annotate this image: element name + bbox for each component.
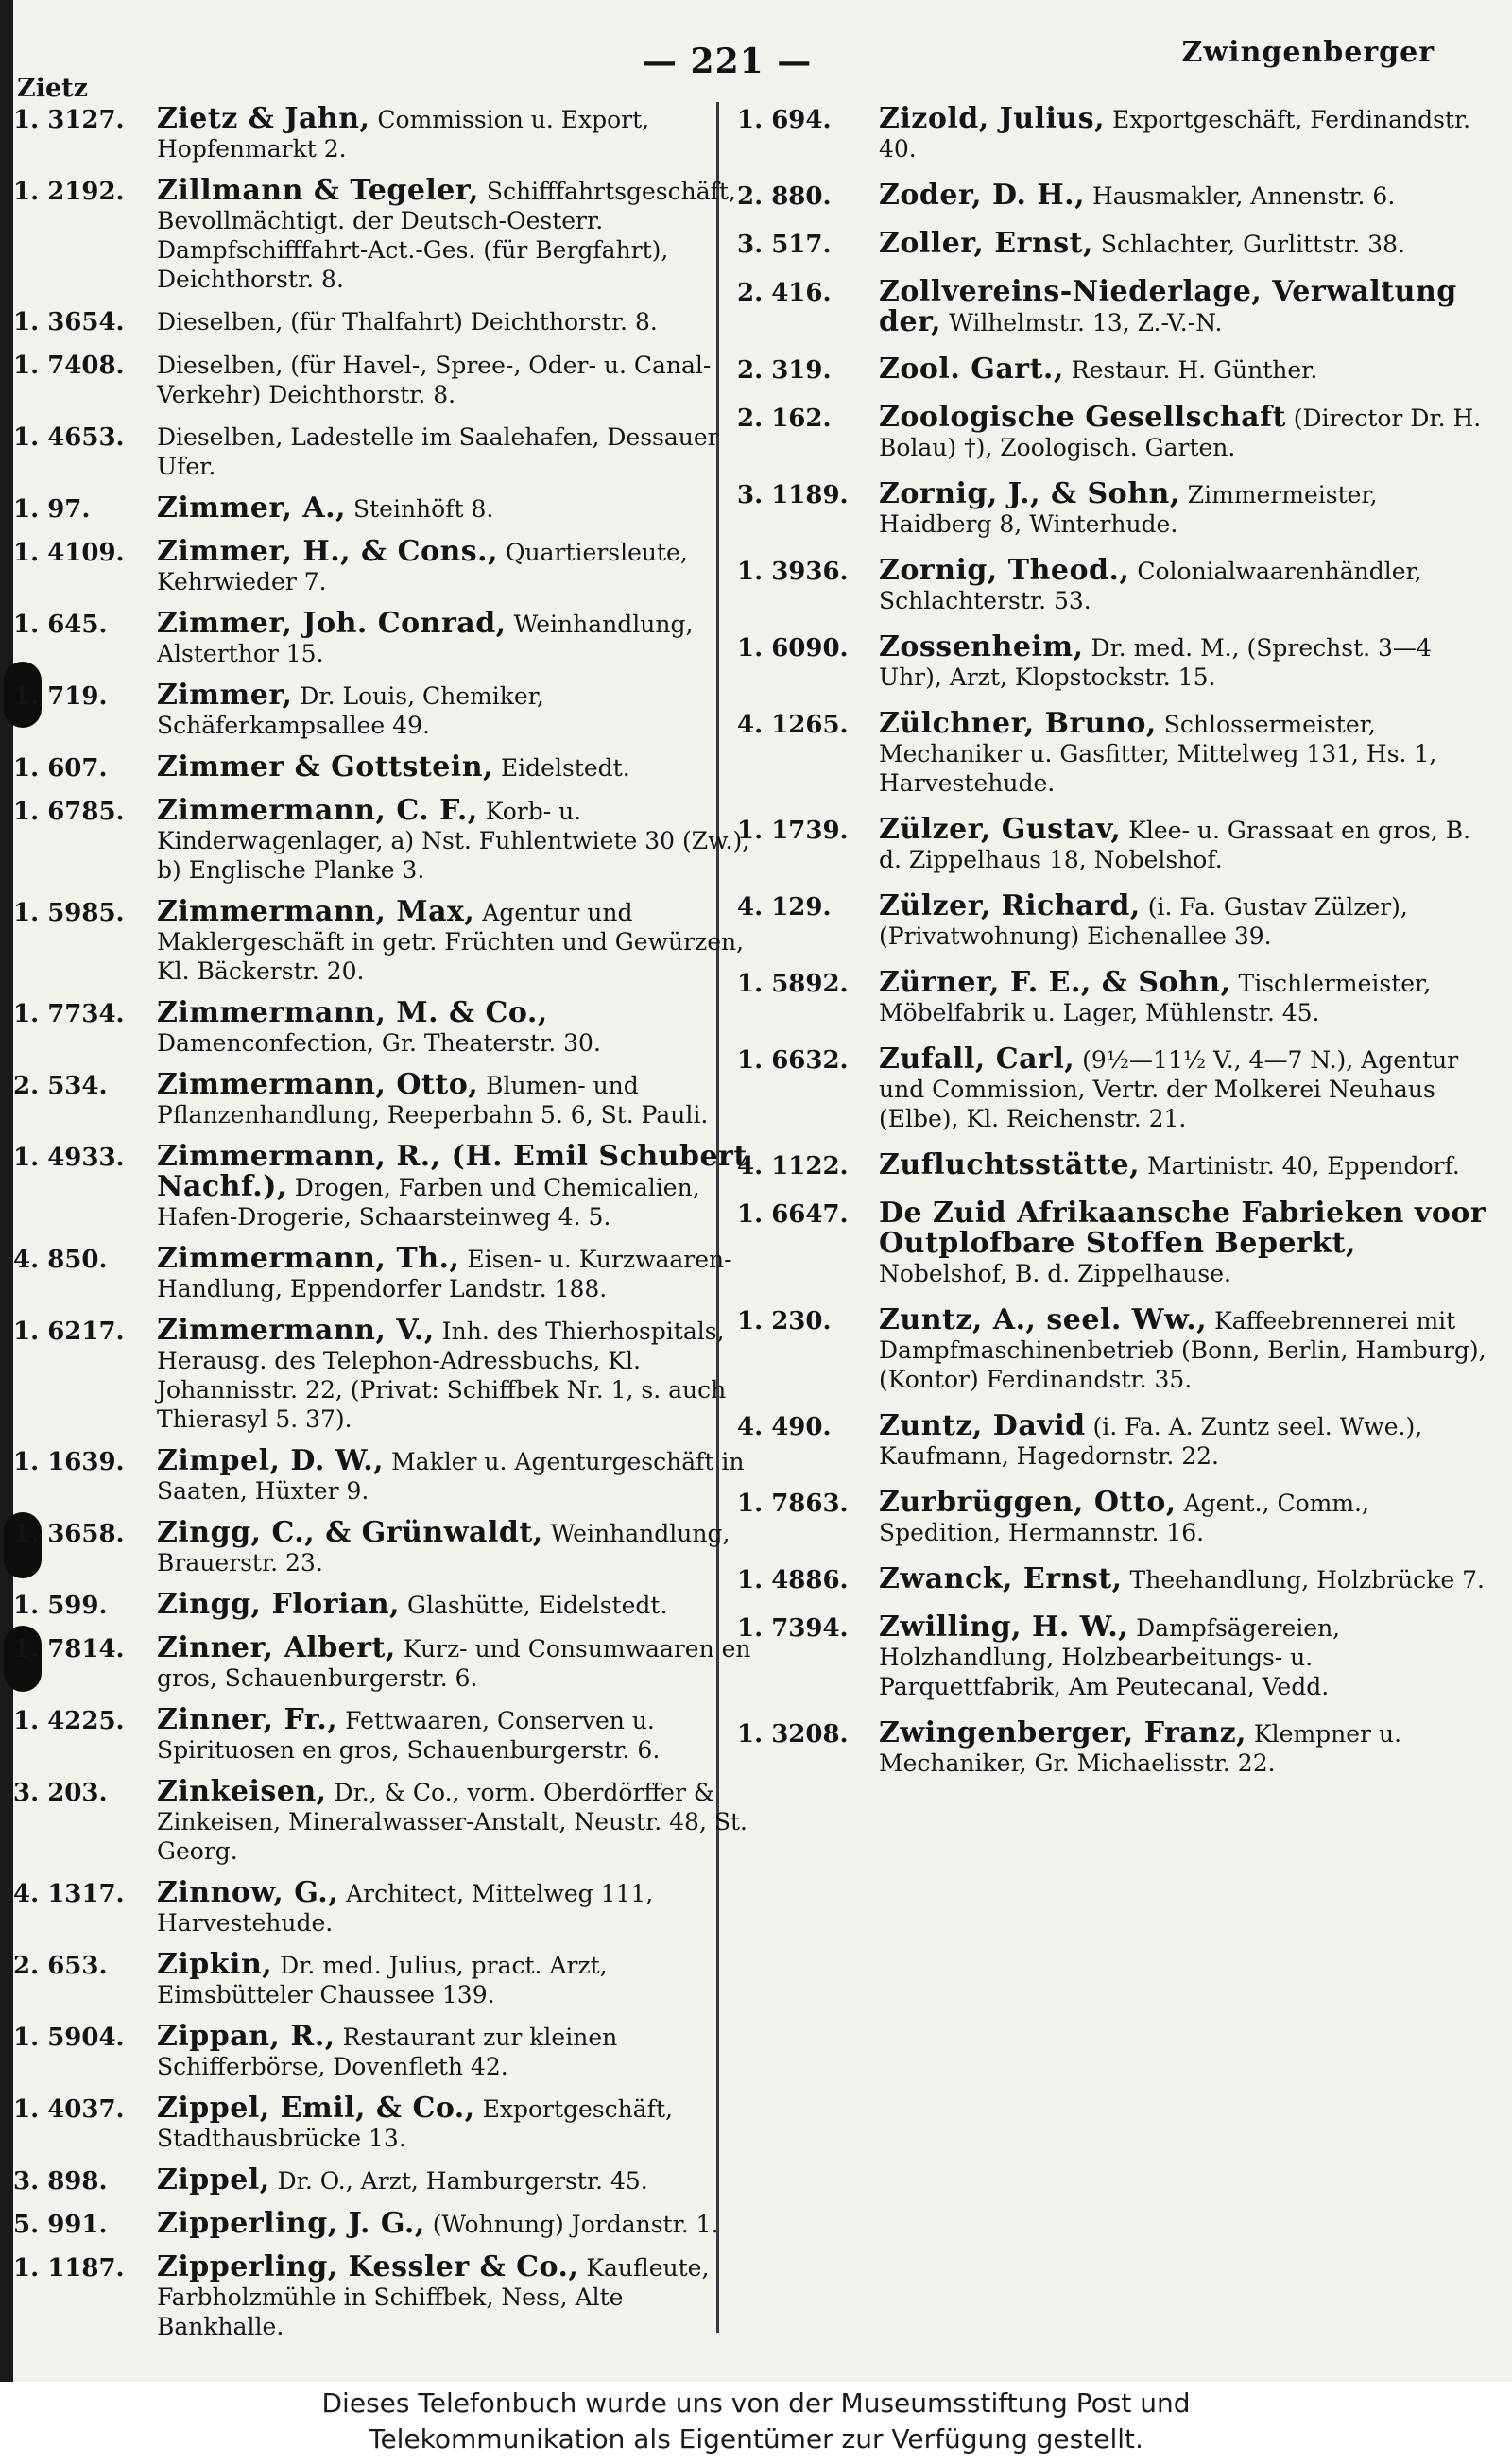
entry-text — [157, 176, 758, 294]
phone-number: 1. 694. — [737, 106, 832, 134]
entry-name: Zimmermann, Otto, — [157, 1068, 479, 1101]
phone-number: 1. 1187. — [13, 2254, 125, 2283]
entry-text — [157, 537, 758, 596]
entry-name: Zinnow, G., — [157, 1876, 339, 1909]
entry-text — [157, 1244, 758, 1303]
directory-entry — [737, 1305, 1493, 1394]
entry-name: Zimmer, A., — [157, 491, 347, 525]
entry-name: Zossenheim, — [879, 630, 1084, 663]
directory-entry — [737, 709, 1493, 798]
entry-text — [879, 632, 1493, 692]
entry-name: Zülchner, Bruno, — [879, 707, 1157, 740]
phone-number: 1. 4037. — [13, 2095, 125, 2124]
entry-details: Dieselben, (für Havel-, Spree-, Oder- u. Canal-Verkehr) Deichthorstr. 8. — [157, 352, 712, 408]
phone-number: 1. 1739. — [737, 817, 849, 845]
entry-details: Dr., & Co., vorm. Oberdörffer & Zinkeisen, Mineralwasser-Anstalt, Neustr. 48, St. Georg. — [157, 1779, 747, 1865]
entry-text — [157, 1950, 758, 2009]
entry-text — [879, 1411, 1493, 1471]
phone-number: 1. 7394. — [737, 1614, 849, 1643]
entry-name: Zülzer, Richard, — [879, 889, 1141, 922]
phone-number: 1. 7814. — [13, 1635, 125, 1663]
entry-text — [157, 2165, 758, 2196]
phone-number: 1. 3654. — [13, 308, 125, 336]
footer-line-1: Dieses Telefonbuch wurde uns von der Museumsstiftung Post und — [321, 2387, 1191, 2419]
page-number: — 221 — — [643, 42, 813, 81]
directory-entry — [13, 2252, 758, 2341]
phone-number: 1. 3936. — [737, 558, 849, 586]
directory-entry — [737, 1150, 1493, 1181]
directory-entry — [13, 1705, 758, 1765]
phone-number: 3. 1189. — [737, 481, 849, 509]
entry-text — [157, 998, 758, 1058]
directory-entry — [13, 306, 758, 337]
entry-details: Wilhelmstr. 13, Z.-V.-N. — [941, 309, 1223, 336]
phone-number: 4. 129. — [737, 893, 832, 922]
directory-entry — [737, 1488, 1493, 1547]
directory-entry — [737, 1612, 1493, 1701]
entry-text — [879, 354, 1493, 385]
phone-number: 1. 4109. — [13, 539, 125, 567]
entry-text — [157, 104, 758, 164]
phone-number: 2. 880. — [737, 182, 832, 211]
phone-number: 1. 3208. — [737, 1720, 849, 1749]
entry-details: Colonialwaarenhändler, Schlachterstr. 53. — [879, 558, 1422, 614]
entry-details: Schifffahrtsgeschäft, Bevollmächtigt. der Deutsch-Oesterr. Dampfschifffahrt-Act.-Ges. (für Bergfahrt), Deichthorstr. 8. — [157, 178, 736, 293]
entry-name: Zippel, — [157, 2163, 270, 2197]
entry-name: Zimmermann, C. F., — [157, 794, 478, 827]
page-binding-edge — [0, 0, 13, 2382]
entry-name: Zoder, D. H., — [879, 179, 1086, 212]
entry-details: Steinhöft 8. — [346, 495, 494, 523]
entry-name: Zürner, F. E., & Sohn, — [879, 966, 1231, 999]
entry-name: Zillmann & Tegeler, — [157, 174, 479, 207]
entry-details: Klempner u. Mechaniker, Gr. Michaelisstr. 22. — [879, 1720, 1402, 1777]
entry-text — [157, 493, 758, 524]
entry-name: Zietz & Jahn, — [157, 102, 370, 135]
entry-name: Zimmer & Gottstein, — [157, 750, 493, 784]
directory-entry — [13, 537, 758, 596]
directory-entry — [13, 796, 758, 885]
entry-text — [157, 2209, 758, 2239]
phone-number: 1. 607. — [13, 754, 108, 783]
phone-number: 1. 4886. — [737, 1566, 849, 1594]
phone-number: 1. 599. — [13, 1592, 108, 1620]
phone-number: 1. 719. — [13, 682, 108, 711]
entry-text — [157, 796, 758, 885]
phone-number: 2. 162. — [737, 405, 832, 433]
phone-number: 1. 1639. — [13, 1448, 125, 1476]
directory-entry — [13, 1316, 758, 1434]
directory-entry — [13, 1244, 758, 1303]
entry-name: Zimmermann, M. & Co., — [157, 996, 548, 1029]
entry-name: Zwanck, Ernst, — [879, 1562, 1123, 1595]
phone-number: 4. 1265. — [737, 711, 849, 739]
entry-details: Architect, Mittelweg 111, Harvestehude. — [157, 1880, 654, 1937]
running-head-right: Zwingenberger — [1181, 36, 1435, 69]
entry-name: De Zuid Afrikaansche Fabrieken voor Outplofbare Stoffen Beperkt, — [879, 1197, 1486, 1260]
phone-number: 1. 3658. — [13, 1520, 125, 1548]
entry-name: Zuntz, David — [879, 1409, 1086, 1442]
phone-number: 1. 97. — [13, 495, 91, 524]
directory-entry — [737, 354, 1493, 386]
directory-entry — [737, 632, 1493, 692]
entry-name: Zufluchtsstätte, — [879, 1148, 1141, 1181]
entry-name: Zimmer, H., & Cons., — [157, 535, 499, 568]
entry-name: Zinner, Albert, — [157, 1631, 396, 1664]
directory-entry — [737, 968, 1493, 1027]
entry-text — [879, 1564, 1493, 1594]
entry-name: Zimmermann, R., (H. Emil Schubert Nachf.), — [157, 1140, 747, 1203]
directory-entry — [13, 752, 758, 784]
entry-name: Zippel, Emil, & Co., — [157, 2092, 475, 2125]
directory-entry — [13, 104, 758, 164]
entry-details: Eisen- u. Kurzwaaren-Handlung, Eppendorfer Landstr. 188. — [157, 1246, 732, 1302]
entry-name: Zurbrüggen, Otto, — [879, 1486, 1177, 1519]
phone-number: 1. 7734. — [13, 1000, 125, 1028]
directory-entry — [13, 1590, 758, 1621]
entry-text — [157, 897, 758, 986]
entry-details: Dieselben, Ladestelle im Saalehafen, Dessauer Ufer. — [157, 423, 719, 480]
directory-entry — [737, 479, 1493, 539]
directory-entry — [13, 1878, 758, 1938]
entry-details: Commission u. Export, Hopfenmarkt 2. — [157, 106, 650, 163]
entry-text — [879, 229, 1493, 259]
directory-entry — [737, 403, 1493, 462]
phone-number: 1. 7408. — [13, 352, 125, 380]
entry-text — [157, 1777, 758, 1866]
phone-number: 3. 517. — [737, 231, 832, 259]
entry-details: Dr. med. M., (Sprechst. 3—4 Uhr), Arzt, Klopstockstr. 15. — [879, 634, 1432, 691]
entry-name: Zuntz, A., seel. Ww., — [879, 1303, 1208, 1336]
entry-details: (Wohnung) Jordanstr. 1. — [424, 2211, 719, 2238]
directory-entry — [13, 1777, 758, 1866]
directory-entry — [737, 229, 1493, 260]
right-column — [737, 104, 1493, 1795]
entry-text — [879, 556, 1493, 615]
directory-entry — [737, 277, 1493, 337]
entry-name: Zimmermann, Max, — [157, 895, 475, 928]
footer-line-2: Telekommunikation als Eigentümer zur Verfügung gestellt. — [369, 2423, 1143, 2455]
entry-name: Zippan, R., — [157, 2020, 335, 2053]
entry-name: Zimmer, — [157, 679, 293, 712]
phone-number: 1. 6217. — [13, 1318, 125, 1346]
directory-entry — [737, 1411, 1493, 1471]
entry-name: Zinkeisen, — [157, 1775, 327, 1808]
directory-entry — [13, 1633, 758, 1693]
entry-details: (9½—11½ V., 4—7 N.), Agentur und Commission, Vertr. der Molkerei Neuhaus (Elbe), Kl. Reichenstr. 21. — [879, 1046, 1459, 1132]
directory-entry — [737, 181, 1493, 212]
phone-number: 3. 203. — [13, 1779, 108, 1807]
entry-text — [879, 104, 1493, 164]
phone-number: 1. 6090. — [737, 634, 849, 663]
entry-text — [157, 1142, 758, 1232]
entry-text — [879, 181, 1493, 211]
entry-name: Zipperling, J. G., — [157, 2207, 425, 2240]
directory-entry — [13, 897, 758, 986]
entry-details: Quartiersleute, Kehrwieder 7. — [157, 539, 688, 595]
phone-number: 1. 6785. — [13, 798, 125, 826]
directory-entry — [13, 681, 758, 740]
entry-text — [879, 968, 1493, 1027]
entry-name: Zornig, J., & Sohn, — [879, 477, 1180, 510]
entry-name: Zollvereins-Niederlage, Verwaltung der, — [879, 275, 1457, 338]
entry-name: Zipperling, Kessler & Co., — [157, 2250, 579, 2283]
entry-details: Dr. Louis, Chemiker, Schäferkampsallee 49. — [157, 682, 544, 739]
entry-details: Dr. med. Julius, pract. Arzt, Eimsbütteler Chaussee 139. — [157, 1952, 608, 2008]
entry-text — [157, 1705, 758, 1765]
entry-name: Zipkin, — [157, 1948, 273, 1981]
phone-number: 1. 6632. — [737, 1046, 849, 1075]
entry-text — [157, 752, 758, 783]
entry-details: Hausmakler, Annenstr. 6. — [1085, 182, 1396, 210]
directory-entry — [13, 1142, 758, 1232]
entry-name: Zingg, Florian, — [157, 1588, 401, 1621]
entry-name: Zool. Gart., — [879, 353, 1064, 386]
entry-text — [879, 1488, 1493, 1547]
entry-name: Zimmer, Joh. Conrad, — [157, 607, 507, 640]
directory-entry — [13, 1518, 758, 1577]
entry-text — [157, 1590, 758, 1620]
directory-entry — [737, 1198, 1493, 1288]
entry-text — [157, 2022, 758, 2081]
entry-details: Glashütte, Eidelstedt. — [400, 1592, 668, 1619]
entry-text — [879, 815, 1493, 874]
entry-details: Dampfsägereien, Holzhandlung, Holzbearbeitungs- u. Parquettfabrik, Am Peutecanal, Vedd. — [879, 1614, 1341, 1700]
entry-details: Exportgeschäft, Ferdinandstr. 40. — [879, 106, 1471, 163]
entry-details: Dr. O., Arzt, Hamburgerstr. 45. — [269, 2167, 648, 2195]
entry-name: Zwingenberger, Franz, — [879, 1716, 1247, 1749]
entry-name: Zimpel, D. W., — [157, 1444, 385, 1477]
entry-text — [157, 681, 758, 740]
entry-text — [879, 1305, 1493, 1394]
phone-number: 4. 850. — [13, 1246, 108, 1274]
entry-details: Weinhandlung, Alsterthor 15. — [157, 611, 694, 667]
entry-name: Zimmermann, Th., — [157, 1242, 460, 1275]
phone-number: 2. 416. — [737, 279, 832, 307]
entry-details: Eidelstedt. — [492, 754, 630, 782]
directory-entry — [737, 556, 1493, 615]
phone-number: 1. 645. — [13, 611, 108, 639]
entry-text — [879, 403, 1493, 462]
entry-text — [879, 1198, 1493, 1288]
entry-details: (i. Fa. Gustav Zülzer), (Privatwohnung) Eichenallee 39. — [879, 893, 1408, 950]
entry-name: Zingg, C., & Grünwaldt, — [157, 1516, 543, 1549]
entry-name: Zornig, Theod., — [879, 554, 1130, 587]
phone-number: 5. 991. — [13, 2211, 108, 2239]
entry-details: Kaffeebrennerei mit Dampfmaschinenbetrieb (Bonn, Berlin, Hamburg), (Kontor) Ferdinandstr. 35. — [879, 1307, 1486, 1393]
phone-number: 2. 534. — [13, 1072, 108, 1100]
entry-text — [879, 479, 1493, 539]
entry-details: Weinhandlung, Brauerstr. 23. — [157, 1520, 730, 1577]
entry-details: (Director Dr. H. Bolau) †), Zoologisch. Garten. — [879, 405, 1482, 461]
entry-text — [157, 1518, 758, 1577]
entry-details: Exportgeschäft, Stadthausbrücke 13. — [157, 2095, 673, 2152]
entry-text — [157, 1446, 758, 1506]
directory-entry — [13, 1070, 758, 1129]
entry-details: Damenconfection, Gr. Theaterstr. 30. — [157, 1029, 601, 1057]
phone-number: 1. 3127. — [13, 106, 125, 134]
entry-name: Zufall, Carl, — [879, 1042, 1075, 1076]
entry-text — [157, 1878, 758, 1938]
entry-details: (i. Fa. A. Zuntz seel. Wwe.), Kaufmann, Hagedornstr. 22. — [879, 1413, 1423, 1470]
phone-number: 1. 2192. — [13, 178, 125, 206]
phone-number: 1. 5892. — [737, 970, 849, 998]
directory-entry — [13, 2022, 758, 2081]
footer-note — [0, 2382, 1512, 2464]
phone-number: 1. 5985. — [13, 899, 125, 927]
directory-entry — [13, 1446, 758, 1506]
entry-details: Klee- u. Grassaat en gros, B. d. Zippelhaus 18, Nobelshof. — [879, 817, 1471, 873]
entry-text — [157, 1316, 758, 1434]
entry-details: Kurz- und Consumwaaren en gros, Schauenburgerstr. 6. — [157, 1635, 751, 1692]
directory-entry — [737, 815, 1493, 874]
phone-number: 3. 898. — [13, 2167, 108, 2196]
phone-number: 2. 653. — [13, 1952, 108, 1980]
directory-entry — [737, 104, 1493, 164]
entry-name: Zimmermann, V., — [157, 1314, 435, 1347]
entry-text — [157, 2252, 758, 2341]
entry-text — [157, 306, 758, 336]
entry-details: Kaufleute, Farbholzmühle in Schiffbek, Ness, Alte Bankhalle. — [157, 2254, 710, 2340]
directory-entry — [13, 176, 758, 294]
directory-entry — [13, 2209, 758, 2240]
entry-name: Zülzer, Gustav, — [879, 813, 1122, 846]
entry-text — [879, 1718, 1493, 1778]
directory-entry — [13, 422, 758, 481]
phone-number: 2. 319. — [737, 356, 832, 385]
entry-details: Schlachter, Gurlittstr. 38. — [1092, 231, 1405, 258]
directory-entry — [737, 891, 1493, 951]
entry-details: Theehandlung, Holzbrücke 7. — [1122, 1566, 1485, 1594]
entry-details: Dieselben, (für Thalfahrt) Deichthorstr. 8. — [157, 308, 658, 336]
entry-details: Schlossermeister, Mechaniker u. Gasfitter, Mittelweg 131, Hs. 1, Harvestehude. — [879, 711, 1437, 797]
entry-details: Tischlermeister, Möbelfabrik u. Lager, Mühlenstr. 45. — [879, 970, 1432, 1026]
directory-entry — [13, 609, 758, 668]
entry-text — [879, 1150, 1493, 1180]
entry-details: Zimmermeister, Haidberg 8, Winterhude. — [879, 481, 1378, 538]
entry-text — [879, 277, 1493, 337]
phone-number: 1. 4653. — [13, 423, 125, 452]
phone-number: 1. 6647. — [737, 1200, 849, 1229]
phone-number: 1. 230. — [737, 1307, 832, 1335]
entry-name: Zwilling, H. W., — [879, 1611, 1129, 1644]
directory-entry — [13, 2165, 758, 2197]
entry-name: Zoller, Ernst, — [879, 227, 1093, 260]
phone-number: 1. 4225. — [13, 1707, 125, 1735]
directory-entry — [13, 493, 758, 525]
entry-text — [879, 891, 1493, 951]
directory-entry — [13, 350, 758, 409]
entry-details: Martinistr. 40, Eppendorf. — [1140, 1152, 1460, 1180]
entry-details: Restaurant zur kleinen Schifferbörse, Dovenfleth 42. — [157, 2024, 618, 2080]
entry-details: Drogen, Farben und Chemicalien, Hafen-Drogerie, Schaarsteinweg 4. 5. — [157, 1174, 700, 1231]
entry-details: Fettwaaren, Conserven u. Spirituosen en gros, Schauenburgerstr. 6. — [157, 1707, 661, 1764]
entry-details: Agentur und Maklergeschäft in getr. Früchten und Gewürzen, Kl. Bäckerstr. 20. — [157, 899, 745, 985]
entry-text — [157, 350, 758, 409]
directory-entry — [737, 1044, 1493, 1133]
entry-text — [157, 609, 758, 668]
entry-details: Korb- u. Kinderwagenlager, a) Nst. Fuhlentwiete 30 (Zw.), b) Englische Planke 3. — [157, 798, 750, 884]
directory-entry — [737, 1564, 1493, 1595]
entry-details: Agent., Comm., Spedition, Hermannstr. 16. — [879, 1490, 1369, 1546]
running-head-left: Zietz — [17, 74, 88, 103]
directory-entry — [737, 1718, 1493, 1778]
entry-details: Nobelshof, B. d. Zippelhause. — [879, 1260, 1231, 1287]
entry-name: Zinner, Fr., — [157, 1703, 338, 1736]
phone-number: 4. 490. — [737, 1413, 832, 1441]
entry-text — [879, 709, 1493, 798]
entry-details: Restaur. H. Günther. — [1063, 356, 1318, 384]
phone-number: 1. 5904. — [13, 2024, 125, 2052]
phone-number: 1. 4933. — [13, 1144, 125, 1172]
entry-text — [157, 1633, 758, 1693]
directory-entry — [13, 998, 758, 1058]
entry-details: Blumen- und Pflanzenhandlung, Reeperbahn 5. 6, St. Pauli. — [157, 1072, 709, 1129]
entry-name: Zoologische Gesellschaft — [879, 401, 1286, 434]
entry-text — [157, 1070, 758, 1129]
directory-entry — [13, 1950, 758, 2009]
entry-text — [157, 2094, 758, 2153]
phone-number: 4. 1317. — [13, 1880, 125, 1908]
entry-text — [879, 1612, 1493, 1701]
entry-text — [879, 1044, 1493, 1133]
phone-number: 4. 1122. — [737, 1152, 849, 1180]
entry-text — [157, 422, 758, 481]
directory-entry — [13, 2094, 758, 2153]
entry-name: Zizold, Julius, — [879, 102, 1106, 135]
entry-details: Inh. des Thierhospitals, Herausg. des Telephon-Adressbuchs, Kl. Johannisstr. 22, (Privat: Schiffbek Nr. 1, s. auch Thierasyl 5. 37). — [157, 1318, 727, 1433]
phone-number: 1. 7863. — [737, 1490, 849, 1518]
entry-details: Makler u. Agenturgeschäft in Saaten, Hüxter 9. — [157, 1448, 745, 1505]
left-column — [13, 104, 758, 2353]
